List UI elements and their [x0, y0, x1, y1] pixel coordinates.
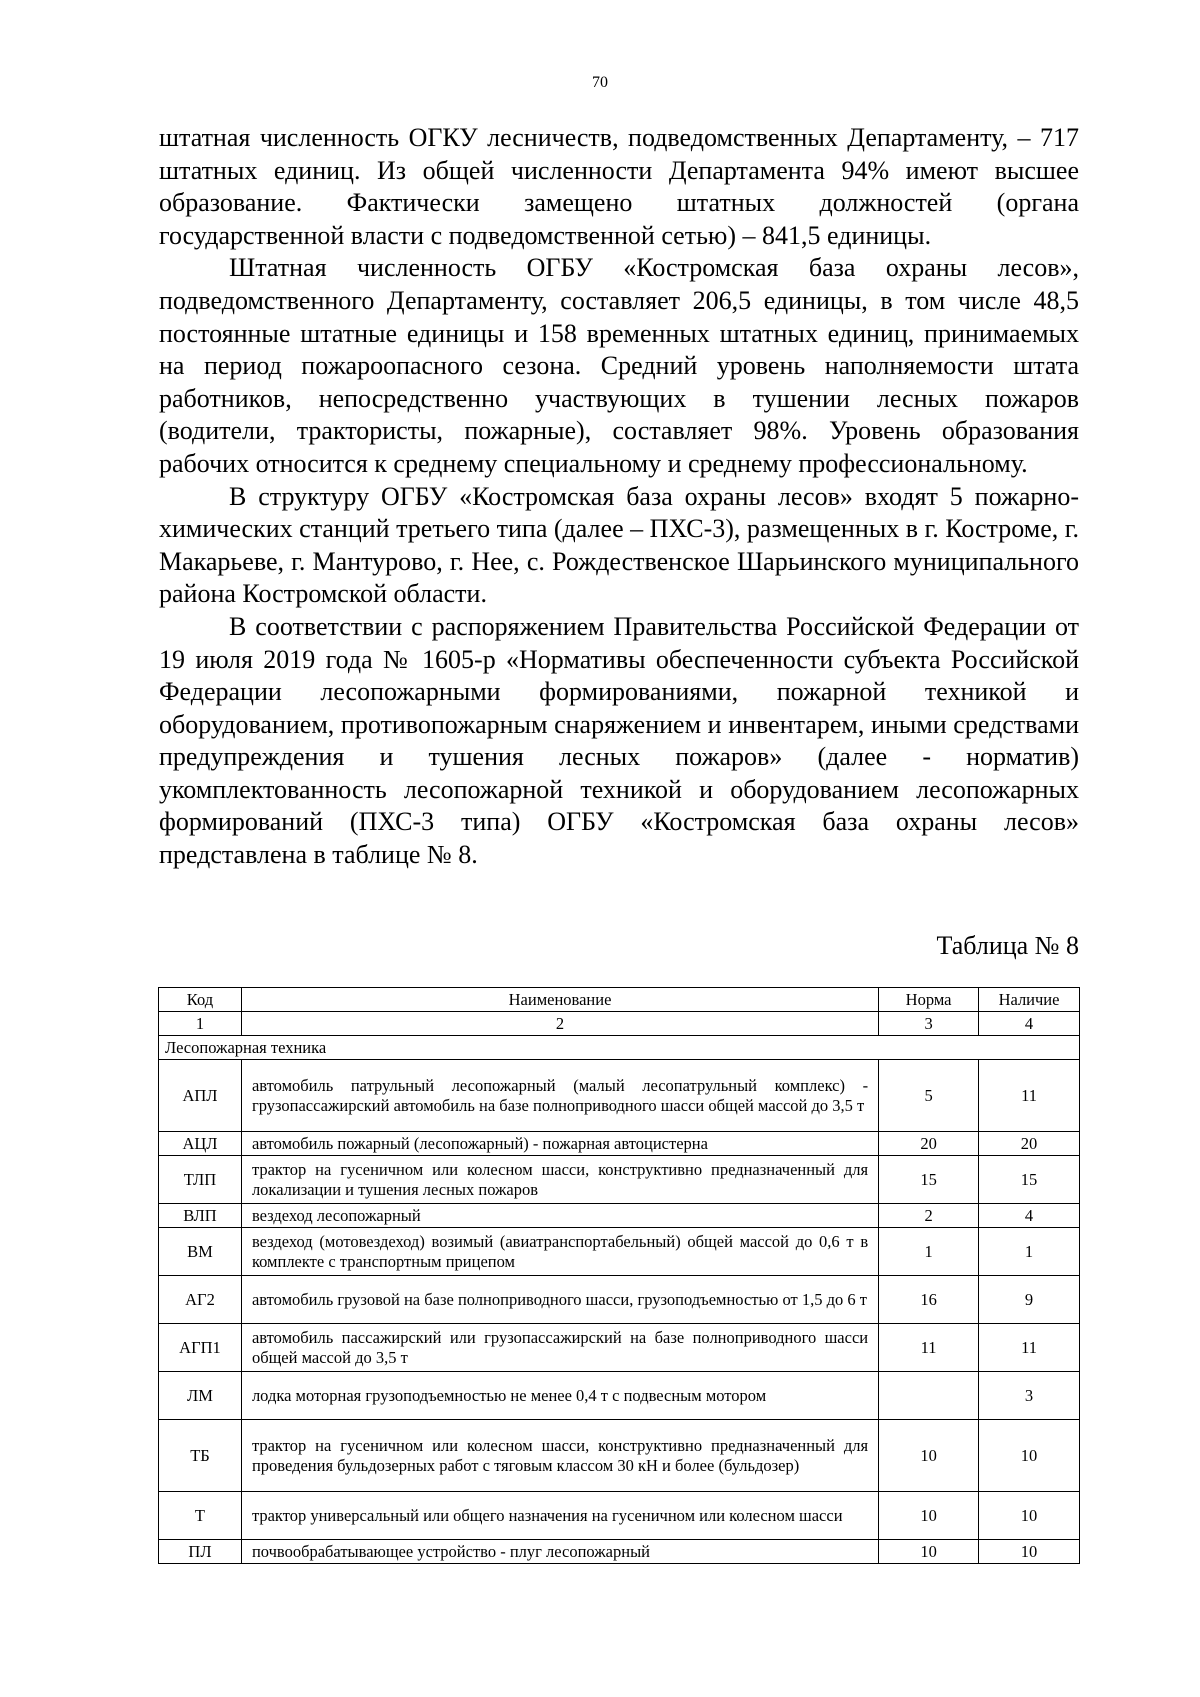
- row-norm: 15: [879, 1156, 979, 1204]
- row-name: вездеход (мотовездеход) возимый (авиатранспортабельный) общей массой до 0,6 т в комплекте с транспортным прицепом: [241, 1228, 878, 1276]
- table-row: [159, 1156, 1080, 1204]
- equipment-table: [158, 987, 1080, 1564]
- row-norm: 10: [879, 1420, 979, 1492]
- row-code: ТЛП: [159, 1156, 242, 1204]
- table-row: [159, 1540, 1080, 1564]
- row-norm: [879, 1372, 979, 1420]
- row-actual: 10: [979, 1540, 1080, 1564]
- row-actual: 9: [979, 1276, 1080, 1324]
- row-norm: 5: [879, 1060, 979, 1132]
- row-code: ВЛП: [159, 1204, 242, 1228]
- header-code: Код: [159, 988, 242, 1012]
- row-name: вездеход лесопожарный: [241, 1204, 878, 1228]
- row-norm: 2: [879, 1204, 979, 1228]
- row-code: Т: [159, 1492, 242, 1540]
- row-code: АЦЛ: [159, 1132, 242, 1156]
- body-text: [159, 122, 1079, 872]
- column-number-row: [159, 1012, 1080, 1036]
- table-row: [159, 1420, 1080, 1492]
- row-name: трактор на гусеничном или колесном шасси, конструктивно предназначенный для проведения бульдозерных работ с тяговым классом 30 кН и более (бульдозер): [241, 1420, 878, 1492]
- row-norm: 20: [879, 1132, 979, 1156]
- row-norm: 10: [879, 1540, 979, 1564]
- paragraph: штатная численность ОГКУ лесничеств, подведомственных Департаменту, – 717 штатных единиц. Из общей численности Департамента 94% имеют высшее образование. Фактически замещено штатных должностей (органа государственной власти с подведомственной сетью) – 841,5 единицы.: [159, 123, 1079, 250]
- row-actual: 20: [979, 1132, 1080, 1156]
- header-actual: Наличие: [979, 988, 1080, 1012]
- paragraph: В соответствии с распоряжением Правительства Российской Федерации от 19 июля 2019 года № 1605-р «Нормативы обеспеченности субъекта Российской Федерации лесопожарными формированиями, пожарной техникой и оборудованием, противопожарным снаряжением и инвентарем, иными средствами предупреждения и тушения лесных пожаров» (далее - норматив) укомплектованность лесопожарной техникой и оборудованием лесопожарных формирований (ПХС-3 типа) ОГБУ «Костромская база охраны лесов» представлена в таблице № 8.: [159, 611, 1079, 870]
- row-name: трактор универсальный или общего назначения на гусеничном или колесном шасси: [241, 1492, 878, 1540]
- table-row: [159, 1060, 1080, 1132]
- row-name: лодка моторная грузоподъемностью не менее 0,4 т с подвесным мотором: [241, 1372, 878, 1420]
- row-actual: 10: [979, 1492, 1080, 1540]
- row-norm: 16: [879, 1276, 979, 1324]
- header-norm: Норма: [879, 988, 979, 1012]
- row-actual: 15: [979, 1156, 1080, 1204]
- row-code: АГП1: [159, 1324, 242, 1372]
- section-row: [159, 1036, 1080, 1060]
- row-norm: 10: [879, 1492, 979, 1540]
- row-name: автомобиль патрульный лесопожарный (малый лесопатрульный комплекс) - грузопассажирский автомобиль на базе полноприводного шасси общей массой до 3,5 т: [241, 1060, 878, 1132]
- row-actual: 4: [979, 1204, 1080, 1228]
- row-actual: 1: [979, 1228, 1080, 1276]
- table-row: [159, 1372, 1080, 1420]
- table-row: [159, 1492, 1080, 1540]
- table-row: [159, 1228, 1080, 1276]
- row-name: автомобиль пожарный (лесопожарный) - пожарная автоцистерна: [241, 1132, 878, 1156]
- row-name: автомобиль пассажирский или грузопассажирский на базе полноприводного шасси общей массой до 3,5 т: [241, 1324, 878, 1372]
- row-code: АГ2: [159, 1276, 242, 1324]
- row-norm: 1: [879, 1228, 979, 1276]
- header-name: Наименование: [241, 988, 878, 1012]
- section-label: Лесопожарная техника: [159, 1036, 1080, 1060]
- row-code: ВМ: [159, 1228, 242, 1276]
- column-number: 1: [159, 1012, 242, 1036]
- table-caption: Таблица № 8: [936, 931, 1079, 960]
- row-actual: 3: [979, 1372, 1080, 1420]
- row-code: АПЛ: [159, 1060, 242, 1132]
- row-actual: 11: [979, 1060, 1080, 1132]
- row-name: трактор на гусеничном или колесном шасси, конструктивно предназначенный для локализации и тушения лесных пожаров: [241, 1156, 878, 1204]
- paragraph: В структуру ОГБУ «Костромская база охраны лесов» входят 5 пожарно-химических станций третьего типа (далее – ПХС-3), размещенных в г. Костроме, г. Макарьеве, г. Мантурово, г. Нее, с. Рождественское Шарьинского муниципального района Костромской области.: [159, 481, 1079, 609]
- table-row: [159, 1132, 1080, 1156]
- column-number: 3: [879, 1012, 979, 1036]
- table-row: [159, 1204, 1080, 1228]
- column-number: 4: [979, 1012, 1080, 1036]
- column-number: 2: [241, 1012, 878, 1036]
- row-actual: 11: [979, 1324, 1080, 1372]
- row-actual: 10: [979, 1420, 1080, 1492]
- table-row: [159, 1276, 1080, 1324]
- paragraph: Штатная численность ОГБУ «Костромская база охраны лесов», подведомственного Департаменту, составляет 206,5 единицы, в том числе 48,5 постоянные штатные единицы и 158 временных штатных единиц, принимаемых на период пожароопасного сезона. Средний уровень наполняемости штата работников, непосредственно участвующих в тушении лесных пожаров (водители, трактористы, пожарные), составляет 98%. Уровень образования рабочих относится к среднему специальному и среднему профессиональному.: [159, 253, 1079, 478]
- row-code: ТБ: [159, 1420, 242, 1492]
- table-header-row: [159, 988, 1080, 1012]
- row-name: автомобиль грузовой на базе полноприводного шасси, грузоподъемностью от 1,5 до 6 т: [241, 1276, 878, 1324]
- row-code: ЛМ: [159, 1372, 242, 1420]
- row-code: ПЛ: [159, 1540, 242, 1564]
- row-norm: 11: [879, 1324, 979, 1372]
- row-name: почвообрабатывающее устройство - плуг лесопожарный: [241, 1540, 878, 1564]
- table-row: [159, 1324, 1080, 1372]
- page-number: 70: [592, 74, 608, 91]
